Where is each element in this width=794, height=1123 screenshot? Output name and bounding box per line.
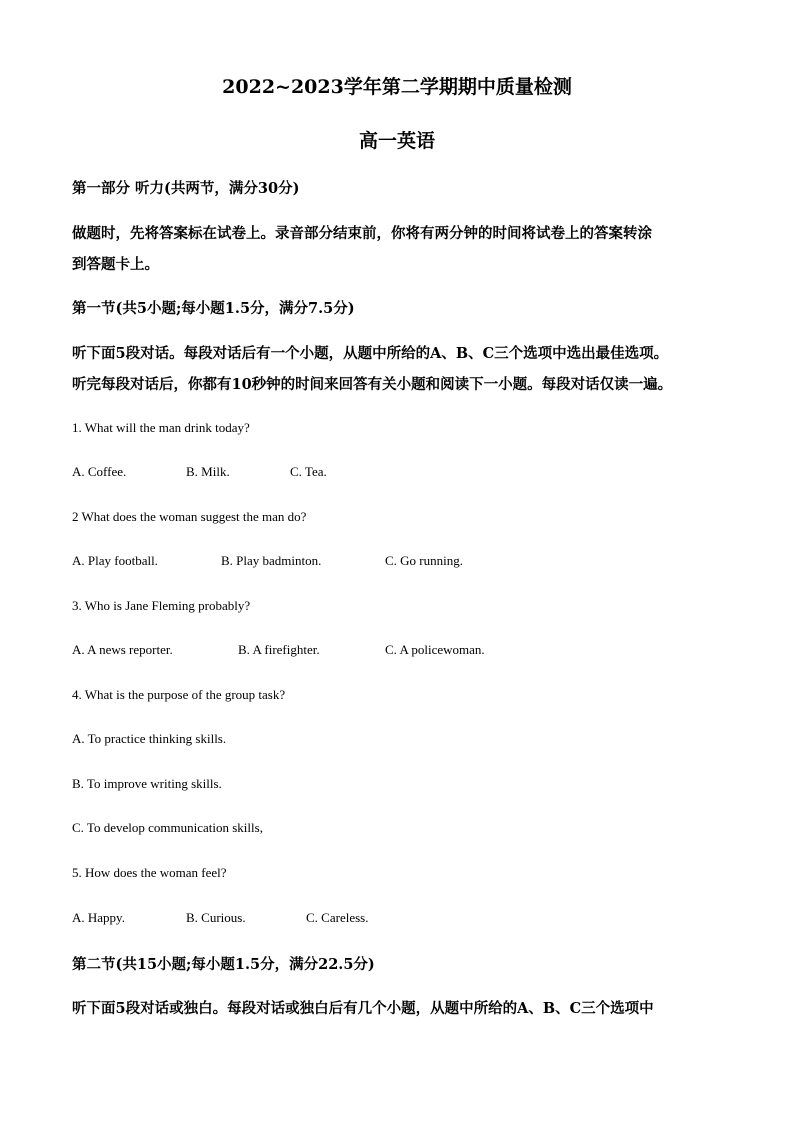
question-option: A. Play football. [72, 553, 158, 568]
question-stem: 4. What is the purpose of the group task? [72, 687, 286, 702]
section1-instruction-line2: 听完每段对话后，你都有10秒钟的时间来回答有关小题和阅读下一小题。每段对话仅读一遍。 [72, 376, 673, 393]
exam-title: 2022~2023学年第二学期期中质量检测 [222, 76, 572, 98]
section1-instruction-line1: 听下面5段对话。每段对话后有一个小题，从题中所给的A、B、C三个选项中选出最佳选项。 [72, 345, 669, 362]
question-option: B. A firefighter. [238, 642, 320, 657]
question-stem: 3. Who is Jane Fleming probably? [72, 598, 251, 613]
section2-instruction-line1: 听下面5段对话或独白。每段对话或独白后有几个小题，从题中所给的A、B、C三个选项中 [72, 1000, 654, 1017]
question-option: A. A news reporter. [72, 642, 173, 657]
part1-heading: 第一部分 听力(共两节，满分30分) [72, 180, 300, 197]
question-option: C. Careless. [306, 910, 369, 925]
question-stem: 2 What does the woman suggest the man do? [72, 509, 307, 524]
question-option: C. To develop communication skills, [72, 820, 263, 835]
question-stem: 1. What will the man drink today? [72, 420, 250, 435]
section1-heading: 第一节(共5小题;每小题1.5分，满分7.5分) [72, 300, 355, 317]
question-stem: 5. How does the woman feel? [72, 865, 227, 880]
question-option: A. Coffee. [72, 464, 127, 479]
question-option: B. To improve writing skills. [72, 776, 222, 791]
question-option: C. Tea. [290, 464, 327, 479]
question-option: B. Milk. [186, 464, 230, 479]
question-option: B. Play badminton. [221, 553, 322, 568]
exam-subject: 高一英语 [358, 130, 435, 152]
section2-heading: 第二节(共15小题;每小题1.5分，满分22.5分) [72, 956, 375, 973]
question-option: C. Go running. [385, 553, 463, 568]
part1-instruction-line2: 到答题卡上。 [72, 256, 159, 273]
question-option: A. To practice thinking skills. [72, 731, 227, 746]
part1-instruction-line1: 做题时，先将答案标在试卷上。录音部分结束前，你将有两分钟的时间将试卷上的答案转涂 [72, 225, 652, 242]
question-option: A. Happy. [72, 910, 125, 925]
question-option: C. A policewoman. [385, 642, 485, 657]
question-option: B. Curious. [186, 910, 246, 925]
